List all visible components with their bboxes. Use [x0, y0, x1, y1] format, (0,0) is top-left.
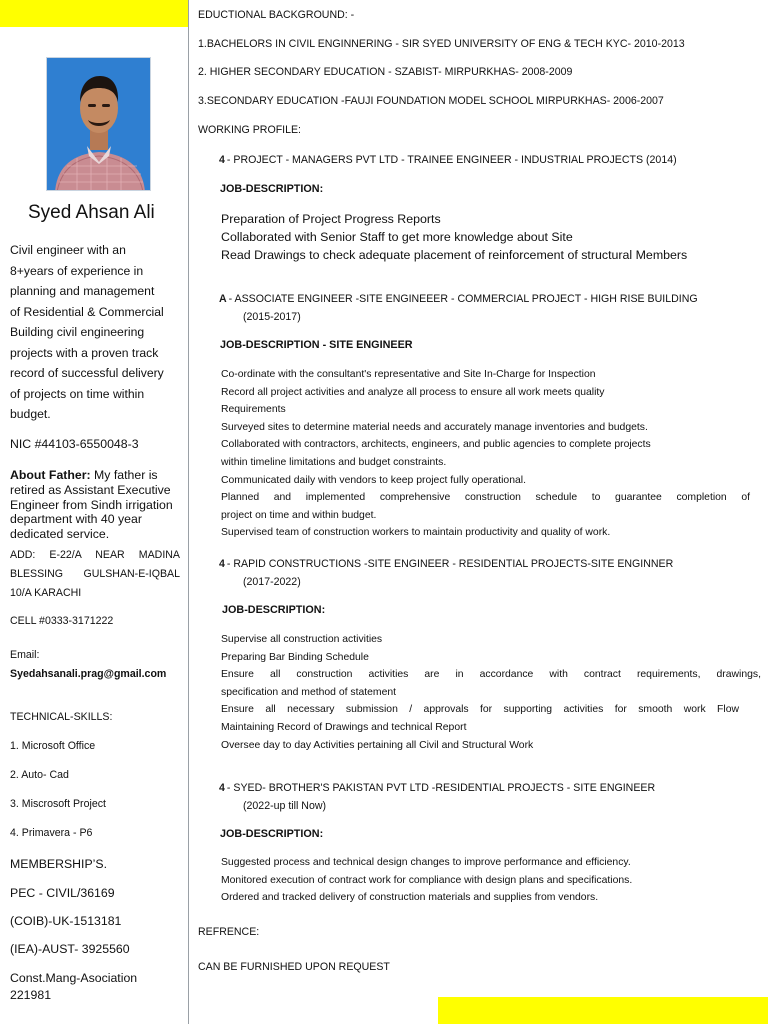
skill-item: 3. Miscrosoft Project — [10, 798, 106, 810]
membership-item: Const.Mang-Asociation — [10, 971, 138, 985]
summary-line: planning and management — [10, 284, 155, 298]
summary-line: of projects on time within — [10, 386, 145, 401]
job-duty: Collaborated with Senior Staff to get more knowledge about Site — [221, 230, 573, 244]
summary-line: record of successful delivery — [10, 366, 164, 380]
job-period: (2017-2022) — [243, 576, 301, 588]
job-duty: Communicated daily with vendors to keep project fully operational. — [221, 474, 526, 486]
candidate-name: Syed Ahsan Ali — [28, 202, 155, 223]
job-duty: Read Drawings to check adequate placement of reinforcement of structural Members — [221, 248, 688, 262]
job-description-title: JOB-DESCRIPTION - SITE ENGINEER — [220, 339, 413, 351]
job-duty: Requirements — [221, 404, 286, 416]
summary-line: projects with a proven track — [10, 345, 159, 360]
highlight-bar-bottom — [438, 997, 768, 1024]
bullet-icon: 4 — [219, 154, 225, 166]
job-duty: within timeline limitations and budget constraints. — [221, 456, 447, 468]
job-heading-text: - PROJECT - MANAGERS PVT LTD - TRAINEE ENGINEER - INDUSTRIAL PROJECTS (2014) — [226, 154, 677, 166]
job-heading — [219, 558, 673, 570]
job-description-title: JOB-DESCRIPTION: — [220, 828, 324, 840]
address — [10, 546, 180, 603]
bullet-icon: 4 — [219, 782, 225, 794]
job-description — [221, 366, 761, 542]
education-item: 1.BACHELORS IN CIVIL ENGINNERING - SIR SYED UNIVERSITY OF ENG & TECH KYC- 2010-2013 — [198, 38, 685, 50]
membership-item: (IEA)-AUST- 3925560 — [10, 942, 130, 956]
summary-line: budget. — [10, 407, 51, 421]
job-duty: Preparing Bar Binding Schedule — [221, 651, 369, 663]
job-duty: Monitored execution of contract work for compliance with design plans and specifications. — [221, 874, 633, 886]
person-portrait-icon — [47, 58, 151, 191]
education-title: EDUCTIONAL BACKGROUND: - — [198, 9, 355, 21]
job-duty: Ensure all construction activities are in accordance with contract requirements, drawings, — [221, 669, 761, 681]
job-duty: Record all project activities and analyze all process to ensure all work meets quality — [221, 386, 605, 398]
job-period: (2015-2017) — [243, 311, 301, 323]
working-profile-title: WORKING PROFILE: — [198, 124, 302, 136]
summary-line: Building civil engineering — [10, 325, 145, 339]
job-duty: Surveyed sites to determine material needs and accurately manage inventories and budgets. — [221, 421, 648, 433]
email-label: Email: — [10, 649, 40, 661]
address-line: 10/A KARACHI — [10, 587, 82, 599]
job-heading-text: - RAPID CONSTRUCTIONS -SITE ENGINEER - RESIDENTIAL PROJECTS-SITE ENGINNER — [226, 558, 674, 570]
job-duty: Planned and implemented comprehensive construction schedule to guarantee completion of — [221, 492, 750, 504]
summary-line: Civil engineer with an — [10, 243, 126, 257]
profile-photo — [46, 57, 151, 191]
job-heading-text: - SYED- BROTHER'S PAKISTAN PVT LTD -RESIDENTIAL PROJECTS - SITE ENGINEER — [226, 782, 656, 794]
job-description — [221, 210, 687, 264]
job-description — [221, 631, 761, 754]
bullet-icon: 4 — [219, 558, 225, 570]
job-duty: Suggested process and technical design changes to improve performance and efficiency. — [221, 857, 631, 868]
job-duty: Co-ordinate with the consultant's representative and Site In-Charge for Inspection — [221, 369, 596, 380]
reference-text: CAN BE FURNISHED UPON REQUEST — [198, 961, 390, 973]
job-heading — [219, 782, 655, 794]
address-line: BLESSING GULSHAN-E-IQBAL — [10, 568, 180, 580]
about-father-label: About Father: — [10, 468, 91, 482]
job-duty: Collaborated with contractors, architects, engineers, and public agencies to complete projects — [221, 439, 651, 451]
membership-item: (COIB)-UK-1513181 — [10, 914, 122, 928]
about-father — [10, 468, 185, 542]
about-father-text: My father is retired as Assistant Executive Engineer from Sindh irrigation department with 40 year dedicated service. — [10, 468, 173, 542]
job-description-title: JOB-DESCRIPTION: — [222, 604, 326, 616]
job-duty: project on time and within budget. — [221, 509, 377, 521]
job-duty: Maintaining Record of Drawings and technical Report — [221, 721, 467, 733]
membership-item: 221981 — [10, 988, 52, 1002]
education-item: 2. HIGHER SECONDARY EDUCATION - SZABIST- MIRPURKHAS- 2008-2009 — [198, 66, 573, 78]
highlight-bar-top — [0, 0, 188, 27]
address-line: ADD: E-22/A NEAR MADINA — [10, 549, 180, 561]
membership-item: PEC - CIVIL/36169 — [10, 886, 115, 900]
job-duty: specification and method of statement — [221, 686, 397, 698]
education-item: 3.SECONDARY EDUCATION -FAUJI FOUNDATION MODEL SCHOOL MIRPURKHAS- 2006-2007 — [198, 95, 664, 107]
job-description — [221, 854, 761, 907]
job-duty: Supervise all construction activities — [221, 634, 383, 645]
summary-line: of Residential & Commercial — [10, 304, 164, 319]
skill-item: 2. Auto- Cad — [10, 769, 69, 781]
cell-number: CELL #0333-3171222 — [10, 615, 114, 627]
job-period: (2022-up till Now) — [243, 800, 327, 812]
job-duty: Supervised team of construction workers to maintain productivity and quality of work. — [221, 527, 611, 539]
job-duty: Oversee day to day Activities pertaining all Civil and Structural Work — [221, 739, 534, 751]
job-heading — [219, 154, 677, 166]
job-description-title: JOB-DESCRIPTION: — [220, 183, 324, 195]
column-divider — [188, 0, 189, 1024]
reference-title: REFRENCE: — [198, 926, 260, 938]
skill-item: 4. Primavera - P6 — [10, 827, 93, 839]
skills-title: TECHNICAL-SKILLS: — [10, 711, 113, 723]
skill-item: 1. Microsoft Office — [10, 740, 96, 752]
bullet-icon: A — [219, 293, 227, 305]
summary-line: 8+years of experience in — [10, 263, 144, 278]
membership-title: MEMBERSHIP’S. — [10, 857, 108, 871]
nic-number: NIC #44103-6550048-3 — [10, 437, 139, 451]
job-heading-text: - ASSOCIATE ENGINEER -SITE ENGINEEER - COMMERCIAL PROJECT - HIGH RISE BUILDING — [228, 293, 698, 305]
profile-summary — [10, 240, 182, 425]
job-heading — [219, 293, 698, 305]
job-duty: Ensure all necessary submission / approvals for supporting activities for smooth work Flow — [221, 704, 739, 716]
job-duty: Preparation of Project Progress Reports — [221, 212, 441, 226]
email-address[interactable]: Syedahsanali.prag@gmail.com — [10, 668, 167, 680]
job-duty: Ordered and tracked delivery of construction materials and supplies from vendors. — [221, 892, 599, 904]
